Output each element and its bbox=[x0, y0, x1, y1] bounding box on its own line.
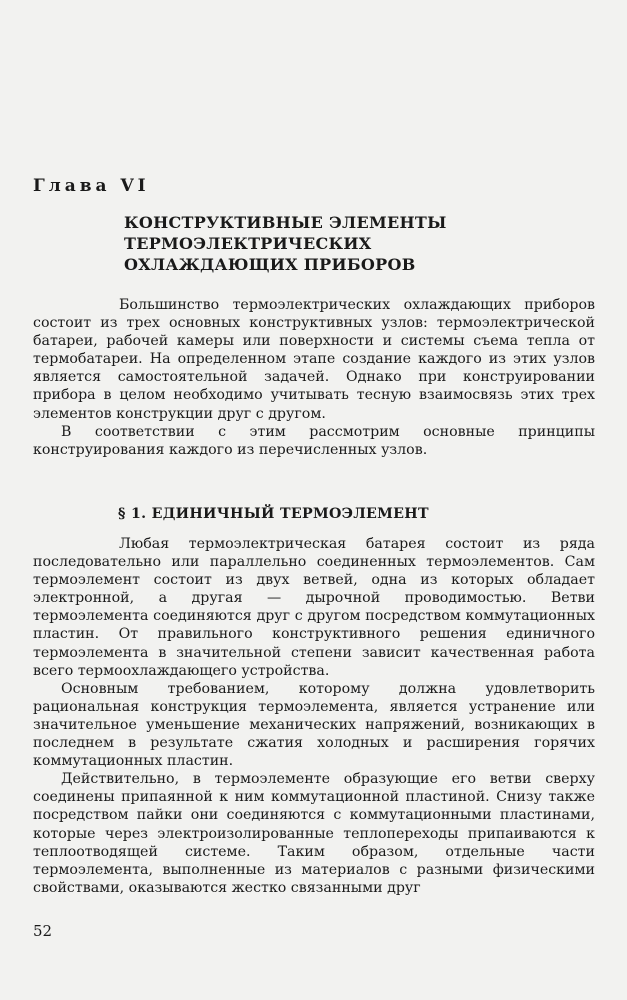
paragraph: Любая термоэлектрическая батарея состоит из ряда последовательно или параллельно соединенных термоэлементов. Сам термоэлемент состоит из двух ветвей, одна из которых обладает электронной, а другая — дырочной проводимостью. Ветви термоэлемента соединяются друг с другом посредством коммутационных пластин. От правильного конструктивного решения единичного термоэлемента в значительной степени зависит качественная работа всего термоохлаждающего устройства. bbox=[33, 536, 595, 679]
chapter-title bbox=[124, 212, 504, 275]
intro-text bbox=[33, 296, 595, 459]
chapter-title-line: ОХЛАЖДАЮЩИХ ПРИБОРОВ bbox=[124, 255, 416, 274]
chapter-title-line: ТЕРМОЭЛЕКТРИЧЕСКИХ bbox=[124, 234, 372, 253]
section-text bbox=[33, 535, 595, 897]
paragraph: Большинство термоэлектрических охлаждающих приборов состоит из трех основных конструктивных узлов: термоэлектрической батареи, рабочей камеры или поверхности и системы съема тепла от термобатареи. На определенном этапе создание каждого из этих узлов является самостоятельной задачей. Однако при конструировании прибора в целом необходимо учитывать тесную взаимосвязь этих трех элементов конструкции друг с другом. bbox=[33, 297, 595, 422]
chapter-title-line: КОНСТРУКТИВНЫЕ ЭЛЕМЕНТЫ bbox=[124, 213, 447, 232]
page-number: 52 bbox=[33, 922, 53, 940]
paragraph: Основным требованием, которому должна удовлетворить рациональная конструкция термоэлемента, является устранение или значительное уменьшение механических напряжений, возникающих в последнем в результате сжатия холодных и расширения горячих коммутационных пластин. bbox=[33, 680, 595, 770]
section-title: § 1. ЕДИНИЧНЫЙ ТЕРМОЭЛЕМЕНТ bbox=[118, 506, 429, 522]
paragraph: В соответствии с этим рассмотрим основные принципы конструирования каждого из перечисленных узлов. bbox=[33, 423, 595, 458]
paragraph: Действительно, в термоэлементе образующие его ветви сверху соединены припаянной к ним коммутационной пластиной. Снизу также посредством пайки они соединяются с коммутационными пластинами, которые через электроизолированные теплопереходы припаиваются к теплоотводящей системе. Таким образом, отдельные части термоэлемента, выполненные из материалов с разными физическими свойствами, оказываются жестко связанными друг bbox=[33, 771, 595, 896]
chapter-label: Глава VI bbox=[33, 176, 150, 196]
